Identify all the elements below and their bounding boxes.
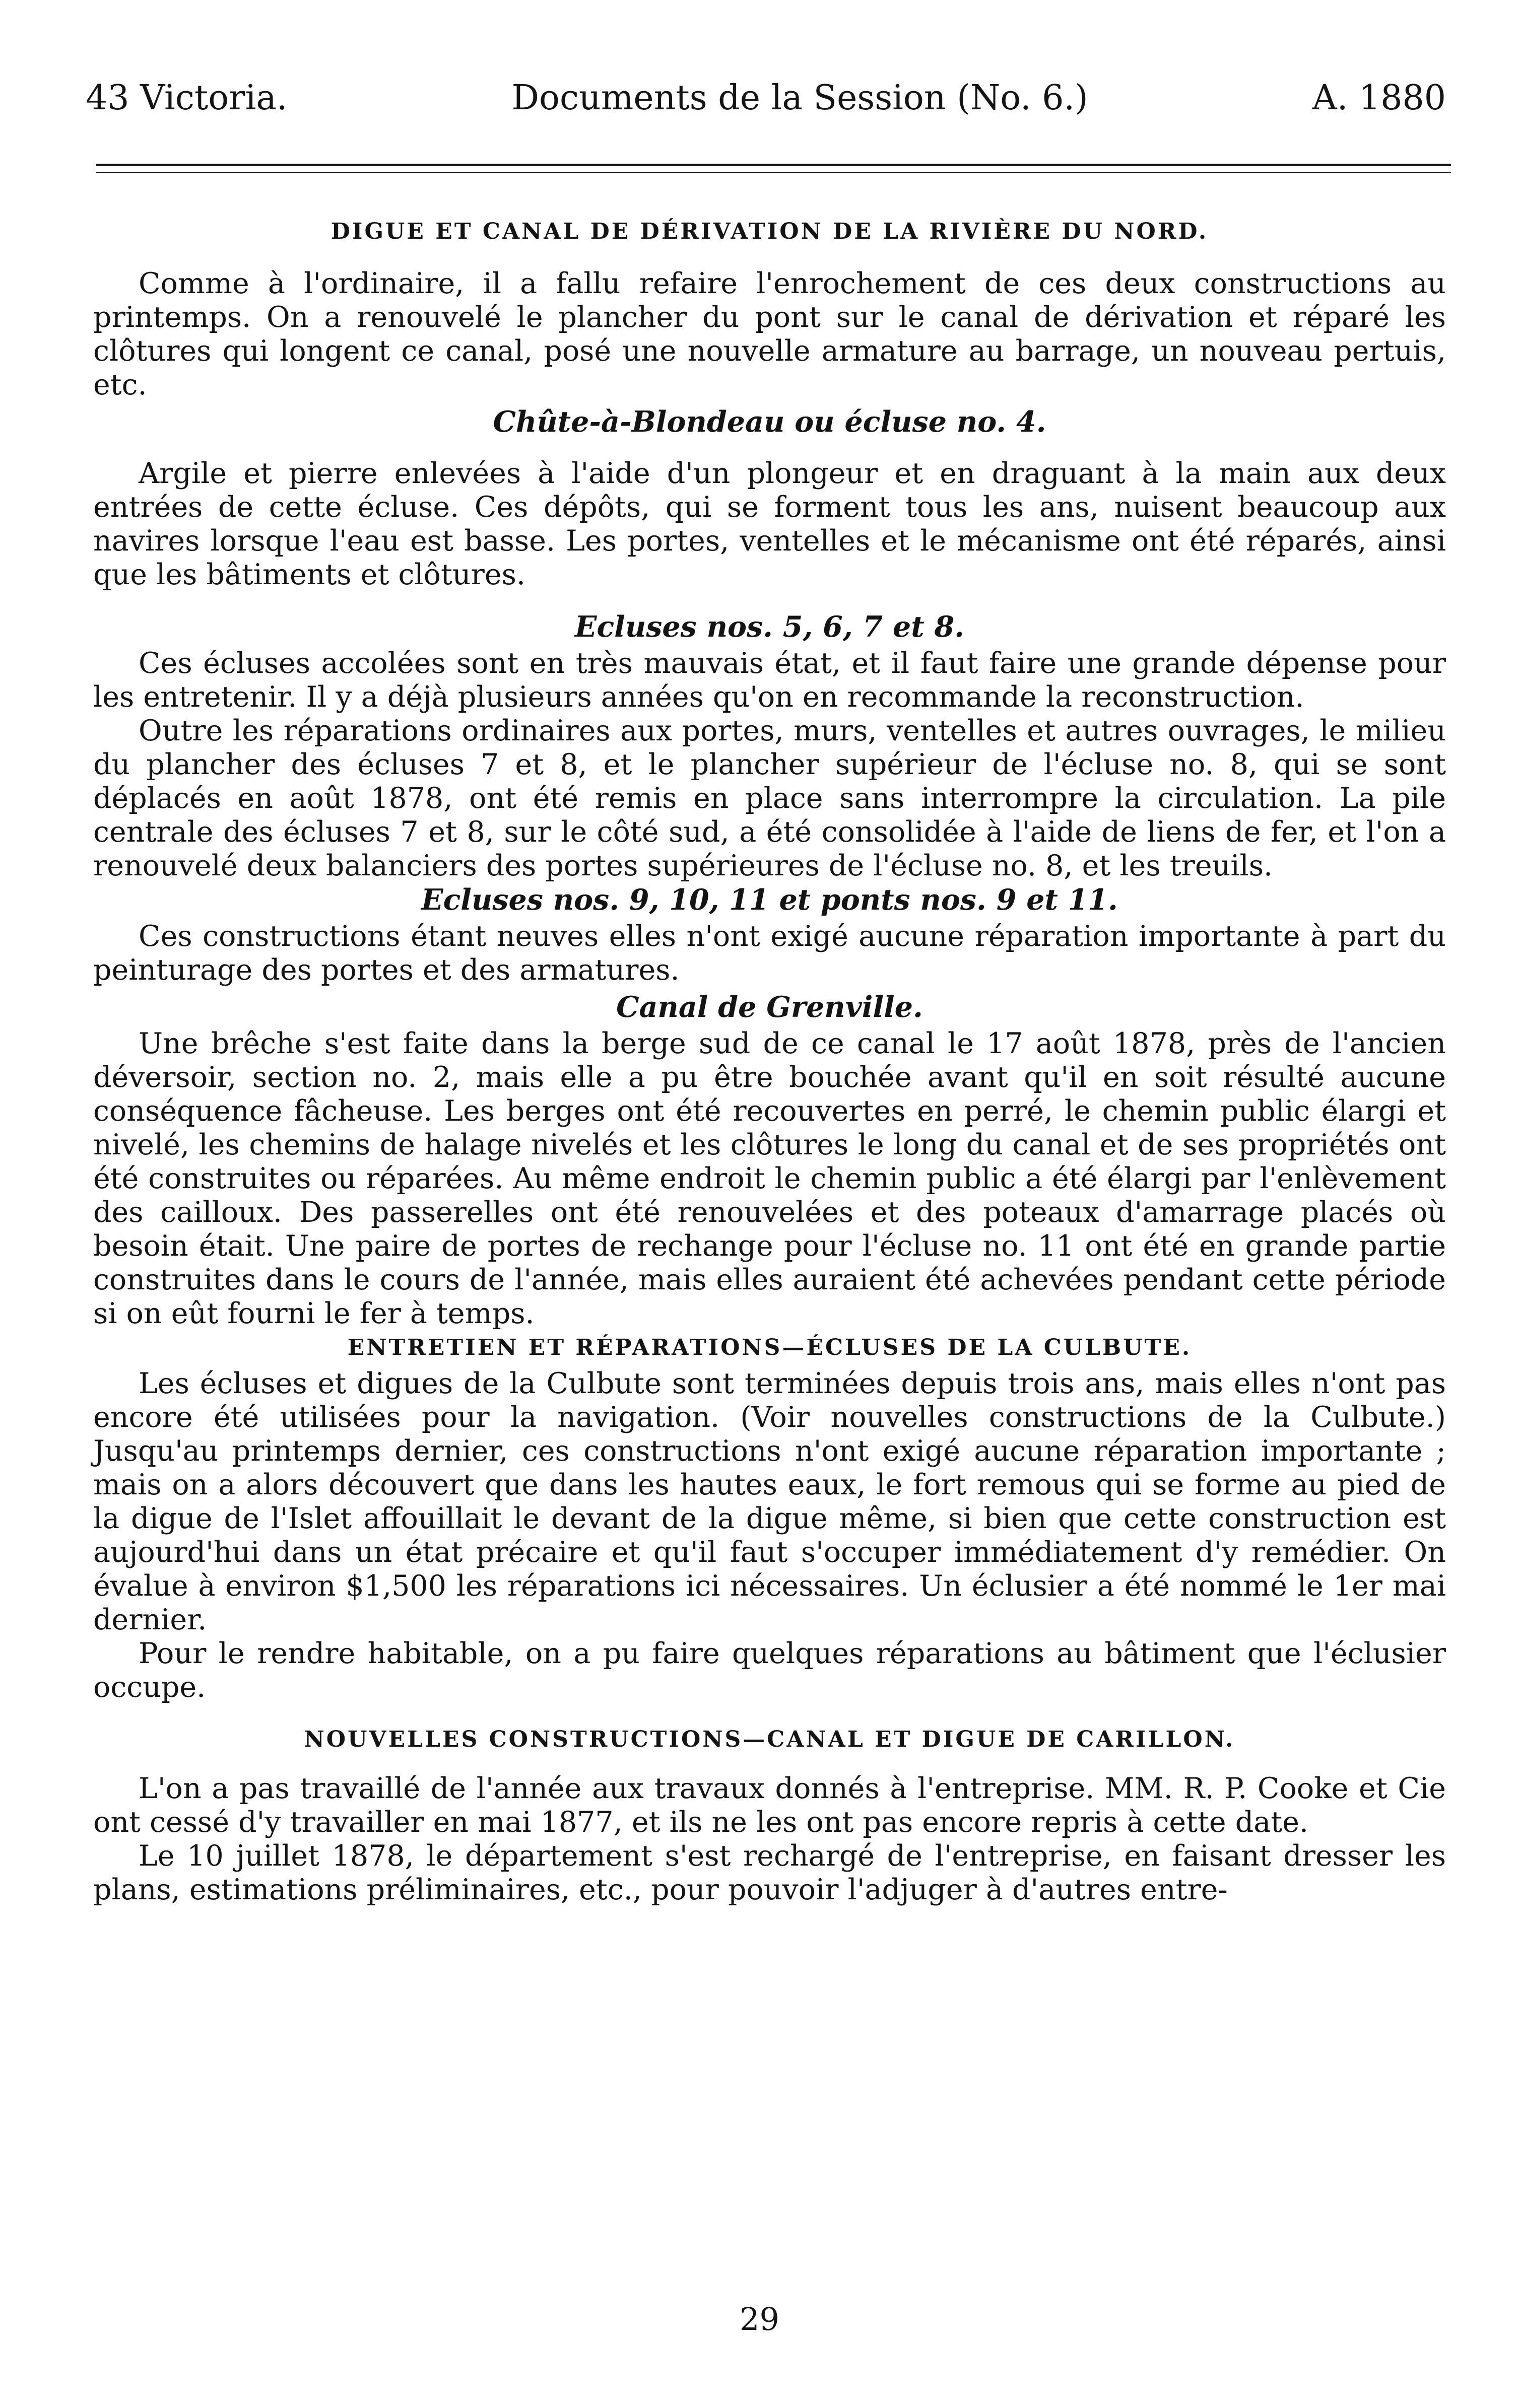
section-heading-carillon: NOUVELLES CONSTRUCTIONS—CANAL ET DIGUE DE CARILLON. [304,1727,1235,1752]
paragraph: Une brêche s'est faite dans la berge sud de ce canal le 17 août 1878, près de l'ancien déversoir, section no. 2, mais elle a pu être bouchée avant qu'il en soit résulté aucune conséquence fâcheuse. Les berges ont été recouvertes en perré, le chemin public élargi et nivelé, les chemins de halage nivelés et les clôtures le long du canal et de ses propriétés ont été construites ou réparées. Au même endroit le chemin public a été élargi par l'enlèvement des cailloux. Des passerelles ont été renouvelées et des poteaux d'amarrage placés où besoin était. Une paire de portes de rechange pour l'écluse no. 11 ont été en grande partie construites dans le cours de l'année, mais elles auraient été achevées pendant cette période si on eût fourni le fer à temps. [93,1027,1446,1330]
paragraph: Pour le rendre habitable, on a pu faire quelques réparations au bâtiment que l'éclusier occupe. [93,1637,1446,1704]
header-left: 43 Victoria. [86,78,288,118]
section-heading-riviere-du-nord: DIGUE ET CANAL DE DÉRIVATION DE LA RIVIÈRE DU NORD. [331,219,1209,244]
body-text [93,217,1446,1907]
paragraph: Ces écluses accolées sont en très mauvais état, et il faut faire une grande dépense pour les entretenir. Il y a déjà plusieurs années qu'on en recommande la reconstruction. [93,647,1446,714]
paragraph: Argile et pierre enlevées à l'aide d'un plongeur et en draguant à la main aux deux entrées de cette écluse. Ces dépôts, qui se forment tous les ans, nuisent beaucoup aux navires lorsque l'eau est basse. Les portes, ventelles et le mécanisme ont été réparés, ainsi que les bâtiments et clôtures. [93,457,1446,591]
section-heading-chute-a-blondeau: Chûte-à-Blondeau ou écluse no. 4. [493,405,1046,439]
paragraph: Ces constructions étant neuves elles n'ont exigé aucune réparation importante à part du peinturage des portes et des armatures. [93,920,1446,987]
running-head [86,76,1446,121]
paragraph: L'on a pas travaillé de l'année aux travaux donnés à l'entreprise. MM. R. P. Cooke et Cie ont cessé d'y travailler en mai 1877, et ils ne les ont pas encore repris à cette date. [93,1772,1446,1839]
section-heading-ecluses-9-11: Ecluses nos. 9, 10, 11 et ponts nos. 9 et 11. [421,883,1118,917]
header-center: Documents de la Session (No. 6.) [511,78,1088,118]
page-number: 29 [740,2301,779,2337]
paragraph: Outre les réparations ordinaires aux portes, murs, ventelles et autres ouvrages, le milieu du plancher des écluses 7 et 8, et le plancher supérieur de l'écluse no. 8, qui se sont déplacés en août 1878, ont été remis en place sans interrompre la circulation. La pile centrale des écluses 7 et 8, sur le côté sud, a été consolidée à l'aide de liens de fer, et l'on a renouvelé deux balanciers des portes supérieures de l'écluse no. 8, et les treuils. [93,714,1446,882]
header-right: A. 1880 [1312,78,1446,118]
section-heading-ecluses-5-8: Ecluses nos. 5, 6, 7 et 8. [575,610,964,644]
paragraph: Comme à l'ordinaire, il a fallu refaire l'enrochement de ces deux constructions au printemps. On a renouvelé le plancher du pont sur le canal de dérivation et réparé les clôtures qui longent ce canal, posé une nouvelle armature au barrage, un nouveau pertuis, etc. [93,267,1446,401]
section-heading-canal-grenville: Canal de Grenville. [616,990,923,1024]
header-rule-thin [96,172,1451,173]
section-heading-culbute: ENTRETIEN ET RÉPARATIONS—ÉCLUSES DE LA CULBUTE. [347,1335,1192,1360]
header-rule-thick [96,164,1451,166]
paragraph: Le 10 juillet 1878, le département s'est rechargé de l'entreprise, en faisant dresser les plans, estimations préliminaires, etc., pour pouvoir l'adjuger à d'autres entre- [93,1839,1446,1906]
paragraph: Les écluses et digues de la Culbute sont terminées depuis trois ans, mais elles n'ont pas encore été utilisées pour la navigation. (Voir nouvelles constructions de la Culbute.) Jusqu'au printemps dernier, ces constructions n'ont exigé aucune réparation importante ; mais on a alors découvert que dans les hautes eaux, le fort remous qui se forme au pied de la digue de l'Islet affouillait le devant de la digue même, si bien que cette construction est aujourd'hui dans un état précaire et qu'il faut s'occuper immédiatement d'y remédier. On évalue à environ $1,500 les réparations ici nécessaires. Un éclusier a été nommé le 1er mai dernier. [93,1367,1446,1636]
